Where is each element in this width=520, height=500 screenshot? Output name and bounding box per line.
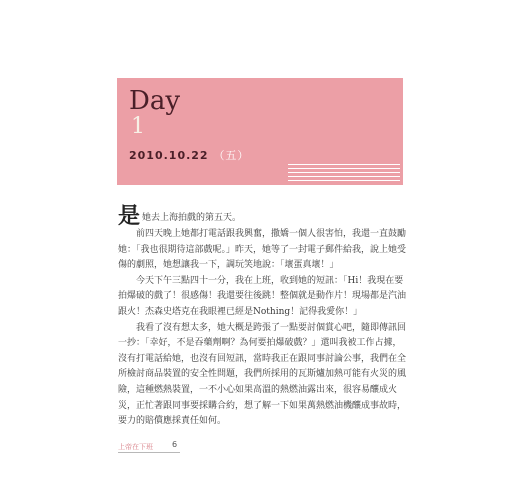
drop-cap: 是 xyxy=(118,203,141,229)
opening-line xyxy=(118,205,408,227)
page-number: 6 xyxy=(172,440,178,449)
paragraph-2: 今天下午三點四十一分，我在上班，收到她的短訊：「Hi！我現在要拍爆破的戲了！很感傷！我還要往後跳！整個就是動作片！現場都是汽油跟火！杰森史塔克在我眼裡已經是Nothing！記得我愛你！」 xyxy=(118,275,407,317)
weekday: （五） xyxy=(213,149,250,162)
paragraph-3: 我看了沒有想太多，她大概是跨張了一點要討個賞心吧，隨即傳訊回一抄：「幸好，不是吞藥劑啊？為何要拍爆破戲？」還叫我被工作占據，沒有打電話給她，也沒有回短訊，當時我正在跟同事討論公事，我們在全所檢討商品裝置的安全性問題，我們所採用的瓦斯爐加熱可能有火災的風險，這種燃熱裝置，一不小心如果高溫的熱燃油露出來，很容易釀成火災，正忙著跟同事要採購合約，想了解一下如果萬熱燃油機釀成事故時，要力的賠償應採責任如何。 xyxy=(118,322,407,427)
date-value: 2010.10.22 xyxy=(129,149,209,162)
paragraph-1: 前四天晚上她都打電話跟我興奮，撒嬌一個人很害怕，我還一直鼓勵她：「我也很期待這部戲呢。」昨天，她等了一封電子郵件給我，說上她受傷的劇照，她想讓我一下，調玩笑地說：「壞蛋真壞！」 xyxy=(118,229,407,271)
footer-book-title: 上帝在下班 xyxy=(118,443,153,451)
footer-rule xyxy=(118,452,180,453)
chapter-body xyxy=(118,205,408,430)
day-number: 1 xyxy=(131,114,145,139)
chapter-header-box xyxy=(117,78,403,185)
decorative-stripes xyxy=(288,164,400,181)
day-title: Day xyxy=(129,86,181,116)
date-line xyxy=(129,147,249,163)
opening-text: 她去上海拍戲的第五天。 xyxy=(142,213,242,223)
